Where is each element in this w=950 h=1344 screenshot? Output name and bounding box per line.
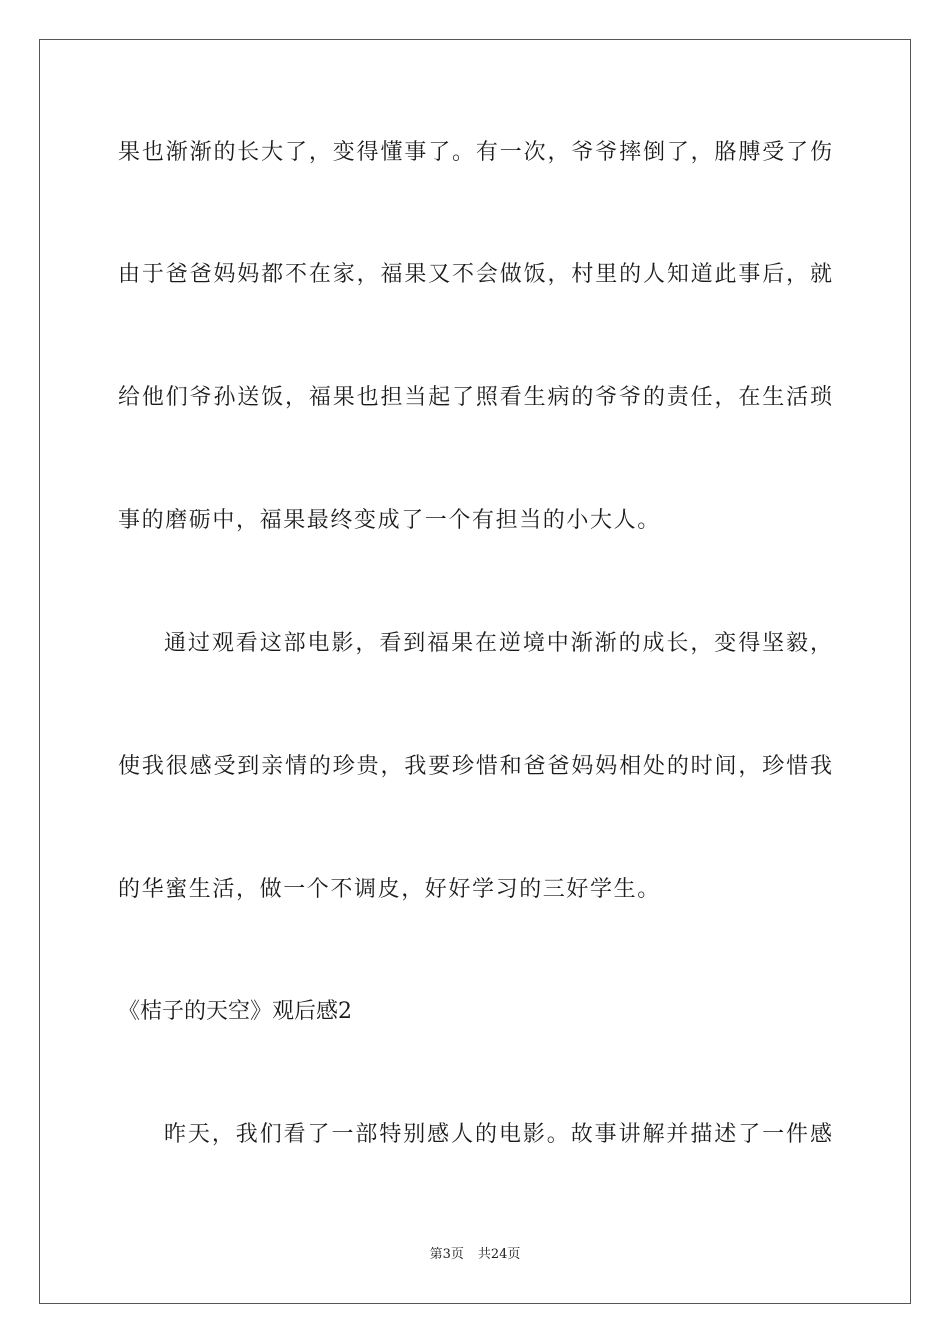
- body-text-line: 的华蜜生活，做一个不调皮，好好学习的三好学生。: [118, 877, 661, 902]
- body-text-line: 果也渐渐的长大了，变得懂事了。有一次，爷爷摔倒了，胳膊受了伤: [118, 140, 832, 165]
- body-text-line: 给他们爷孙送饭，福果也担当起了照看生病的爷爷的责任，在生活琐: [118, 385, 832, 410]
- page-number: 第3页: [429, 1247, 464, 1262]
- body-text-line: 由于爸爸妈妈都不在家，福果又不会做饭，村里的人知道此事后，就: [118, 262, 832, 287]
- page-footer: [0, 1246, 950, 1264]
- body-text-line: 昨天，我们看了一部特别感人的电影。故事讲解并描述了一件感: [164, 1122, 832, 1147]
- page-total: 共24页: [477, 1247, 521, 1262]
- section-title: 《桔子的天空》观后感2: [118, 999, 352, 1024]
- body-text-line: 使我很感受到亲情的珍贵，我要珍惜和爸爸妈妈相处的时间，珍惜我: [118, 754, 832, 779]
- page-border: [39, 39, 911, 1304]
- body-text-line: 事的磨砺中，福果最终变成了一个有担当的小大人。: [118, 508, 661, 533]
- body-text-line: 通过观看这部电影，看到福果在逆境中渐渐的成长，变得坚毅，: [164, 631, 832, 656]
